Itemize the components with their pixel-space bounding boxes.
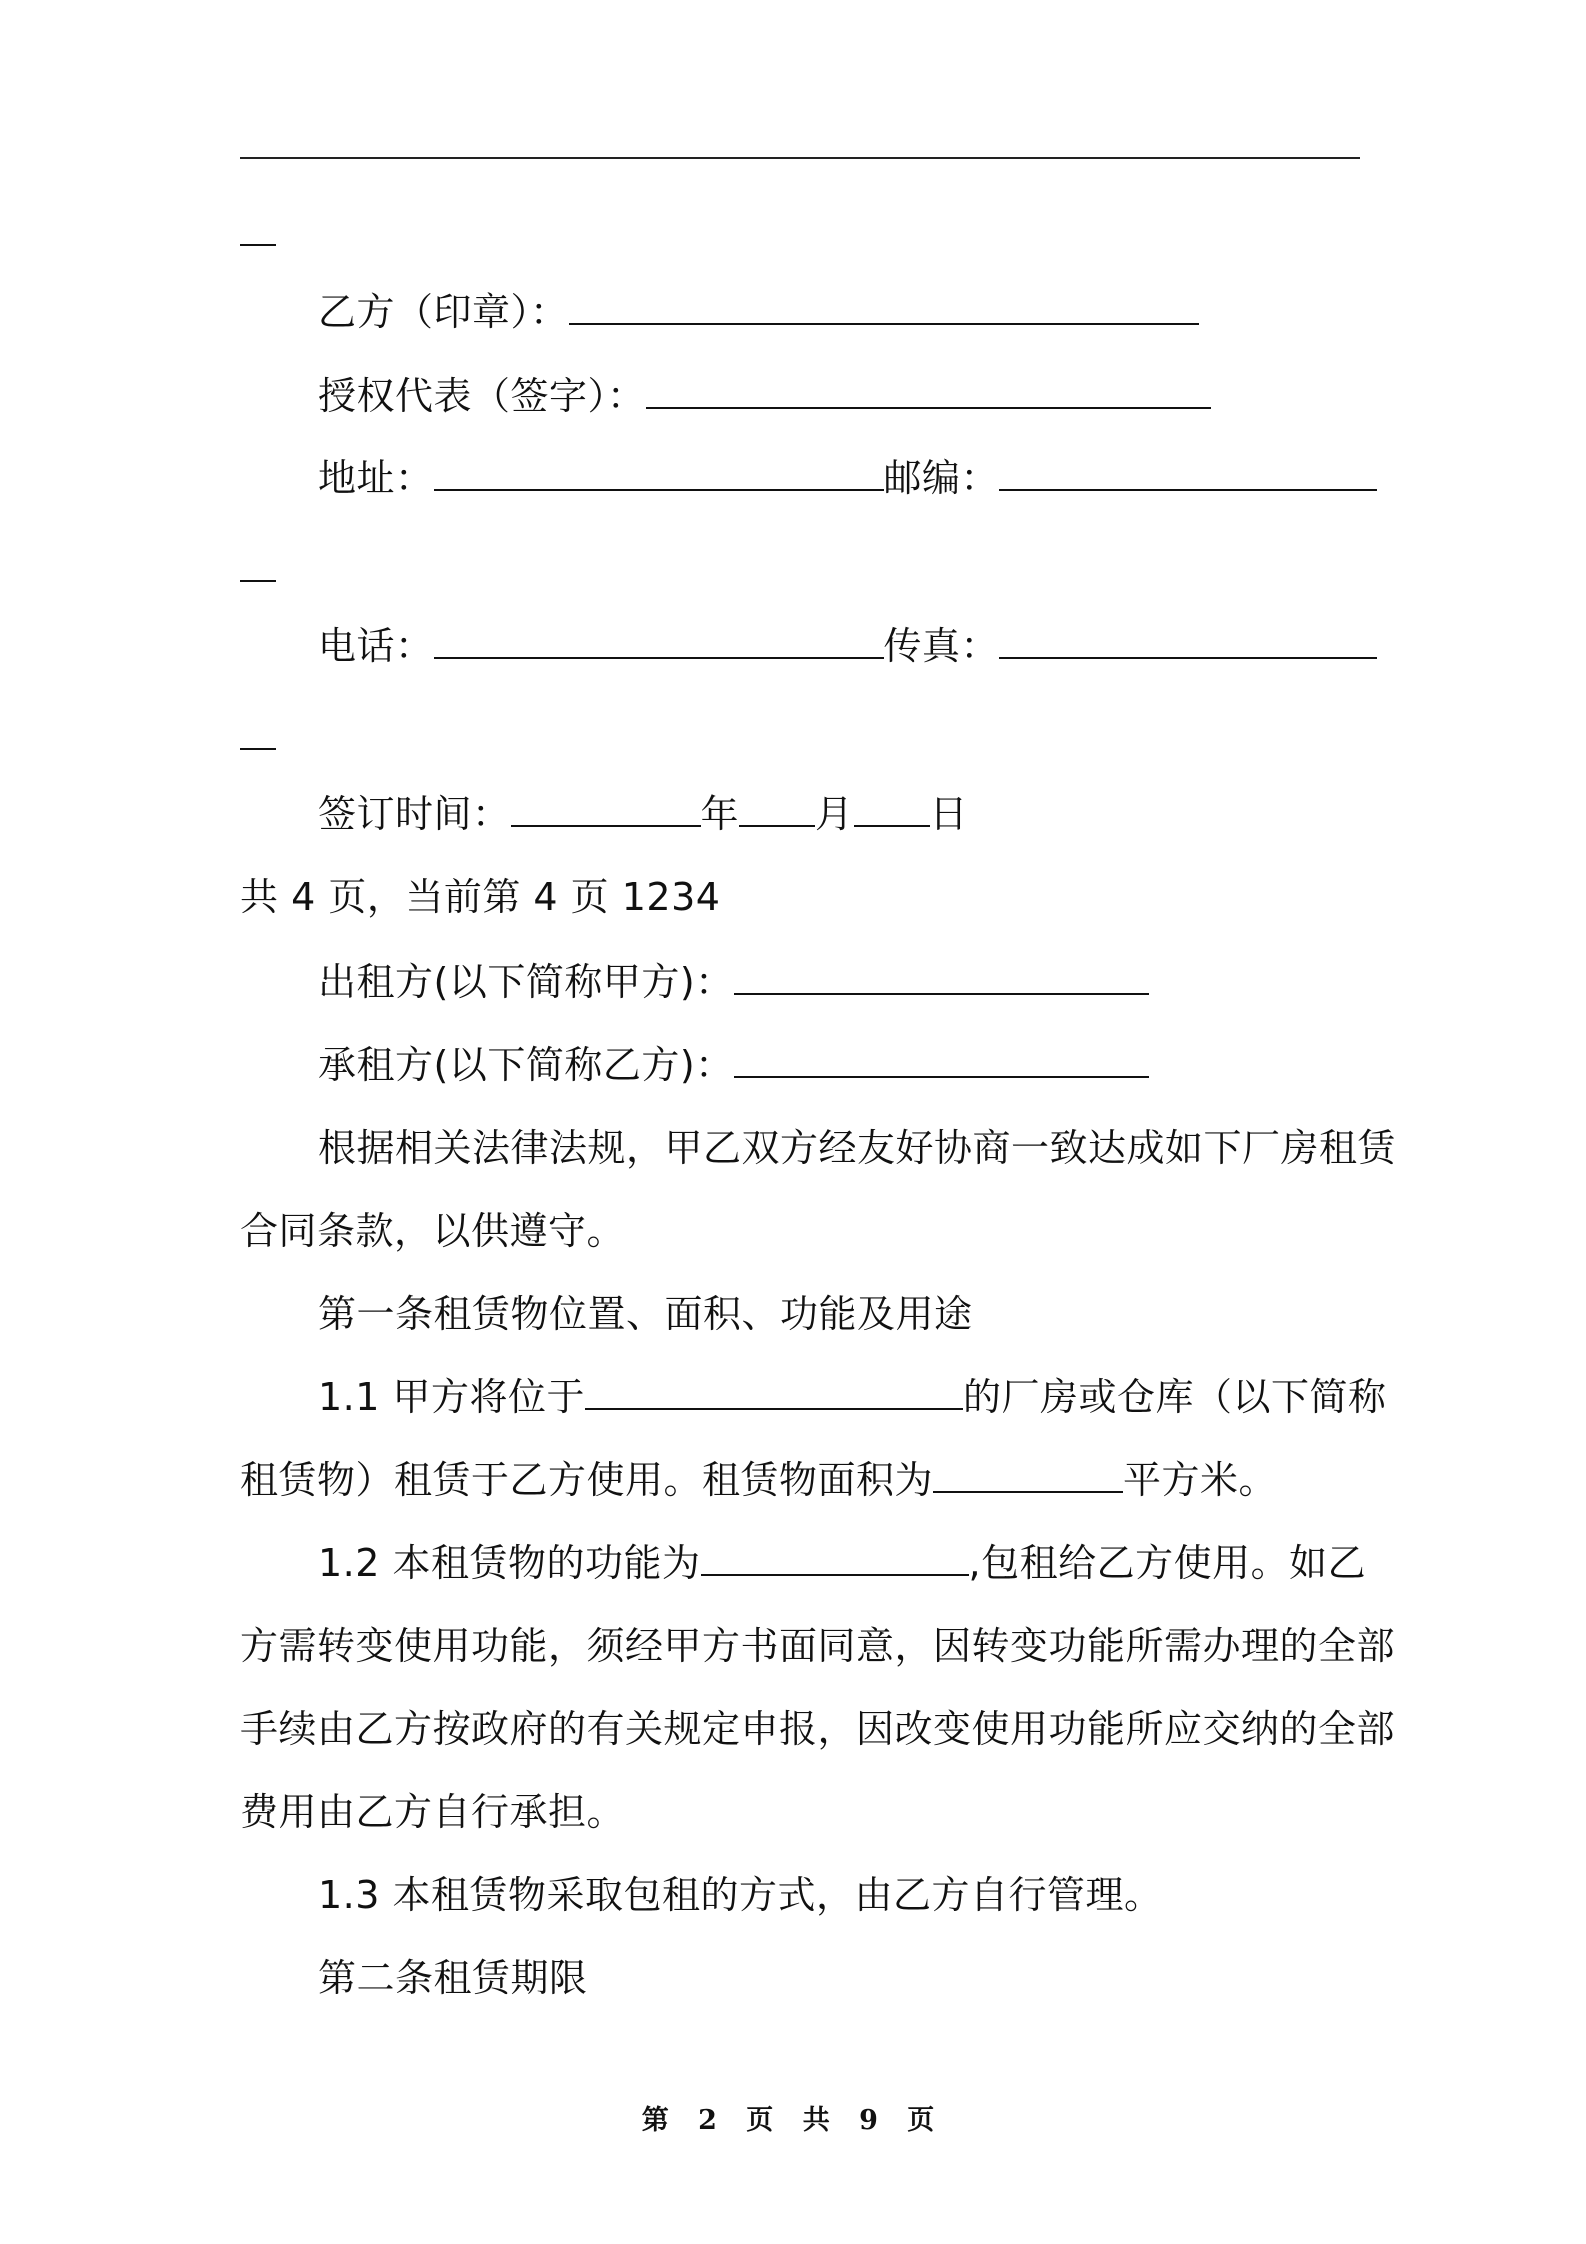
article1-title: 第一条租赁物位置、面积、功能及用途 — [318, 1292, 973, 1336]
phone-blank[interactable] — [434, 623, 884, 659]
clause-1-1-suffix: 的厂房或仓库（以下简称 — [963, 1375, 1387, 1419]
address-blank[interactable] — [434, 455, 884, 491]
party-b-seal-blank[interactable] — [569, 289, 1199, 325]
authorized-rep-blank[interactable] — [646, 373, 1211, 409]
intro-line-2: 合同条款，以供遵守。 — [240, 1209, 626, 1253]
signing-time-label: 签订时间： — [318, 792, 511, 836]
day-label: 日 — [929, 792, 969, 836]
lessee-label: 承租方(以下简称乙方)： — [318, 1043, 734, 1087]
year-label: 年 — [700, 792, 740, 836]
clause-1-2-line-4: 费用由乙方自行承担。 — [240, 1790, 626, 1834]
lessor-line — [318, 958, 1149, 1006]
continuation-dash — [240, 244, 276, 246]
authorized-rep-label: 授权代表（签字）： — [318, 374, 646, 418]
clause-1-2-line-3: 手续由乙方按政府的有关规定申报，因改变使用功能所应交纳的全部 — [240, 1707, 1396, 1751]
clause-1-2-line-2: 方需转变使用功能，须经甲方书面同意，因转变功能所需办理的全部 — [240, 1624, 1396, 1668]
party-b-seal-label: 乙方（印章）： — [318, 290, 569, 334]
clause-1-2-suffix: ,包租给乙方使用。如乙 — [968, 1541, 1367, 1585]
phone-fax-line — [318, 622, 1377, 670]
clause-1-1-line-2-suffix: 平方米。 — [1123, 1458, 1278, 1502]
postcode-label: 邮编： — [883, 456, 1000, 500]
authorized-rep-line — [318, 372, 1211, 420]
phone-label: 电话： — [318, 624, 434, 668]
clause-1-2-line-1 — [318, 1539, 1366, 1587]
address-line — [318, 454, 1377, 502]
postcode-blank[interactable] — [999, 455, 1377, 491]
clause-1-3: 1.3 本租赁物采取包租的方式，由乙方自行管理。 — [318, 1873, 1163, 1917]
month-label: 月 — [815, 792, 854, 836]
address-label: 地址： — [318, 456, 434, 500]
lessor-blank[interactable] — [734, 959, 1149, 995]
lessee-line — [318, 1041, 1149, 1089]
function-blank[interactable] — [701, 1540, 969, 1576]
page-note: 共 4 页，当前第 4 页 1234 — [240, 875, 721, 919]
clause-1-1-prefix: 1.1 甲方将位于 — [318, 1375, 586, 1419]
clause-1-1-line-2-prefix: 租赁物）租赁于乙方使用。租赁物面积为 — [240, 1458, 934, 1502]
continuation-dash — [240, 748, 276, 750]
continuation-dash — [240, 580, 276, 582]
lessor-label: 出租方(以下简称甲方)： — [318, 960, 734, 1004]
party-b-seal-line — [318, 288, 1199, 336]
header-rule — [240, 157, 1360, 159]
article2-title: 第二条租赁期限 — [318, 1956, 588, 2000]
location-blank[interactable] — [585, 1374, 963, 1410]
signing-time-line — [318, 790, 968, 838]
clause-1-2-prefix: 1.2 本租赁物的功能为 — [318, 1541, 701, 1585]
clause-1-1-line-1 — [318, 1373, 1387, 1421]
fax-blank[interactable] — [999, 623, 1377, 659]
clause-1-1-line-2 — [240, 1456, 1277, 1504]
year-blank[interactable] — [511, 791, 701, 827]
day-blank[interactable] — [854, 791, 930, 827]
page-footer: 第 2 页 共 9 页 — [641, 2105, 945, 2136]
lessee-blank[interactable] — [734, 1042, 1149, 1078]
month-blank[interactable] — [739, 791, 815, 827]
area-blank[interactable] — [933, 1457, 1123, 1493]
fax-label: 传真： — [883, 624, 1000, 668]
intro-line-1: 根据相关法律法规，甲乙双方经友好协商一致达成如下厂房租赁 — [318, 1126, 1397, 1170]
